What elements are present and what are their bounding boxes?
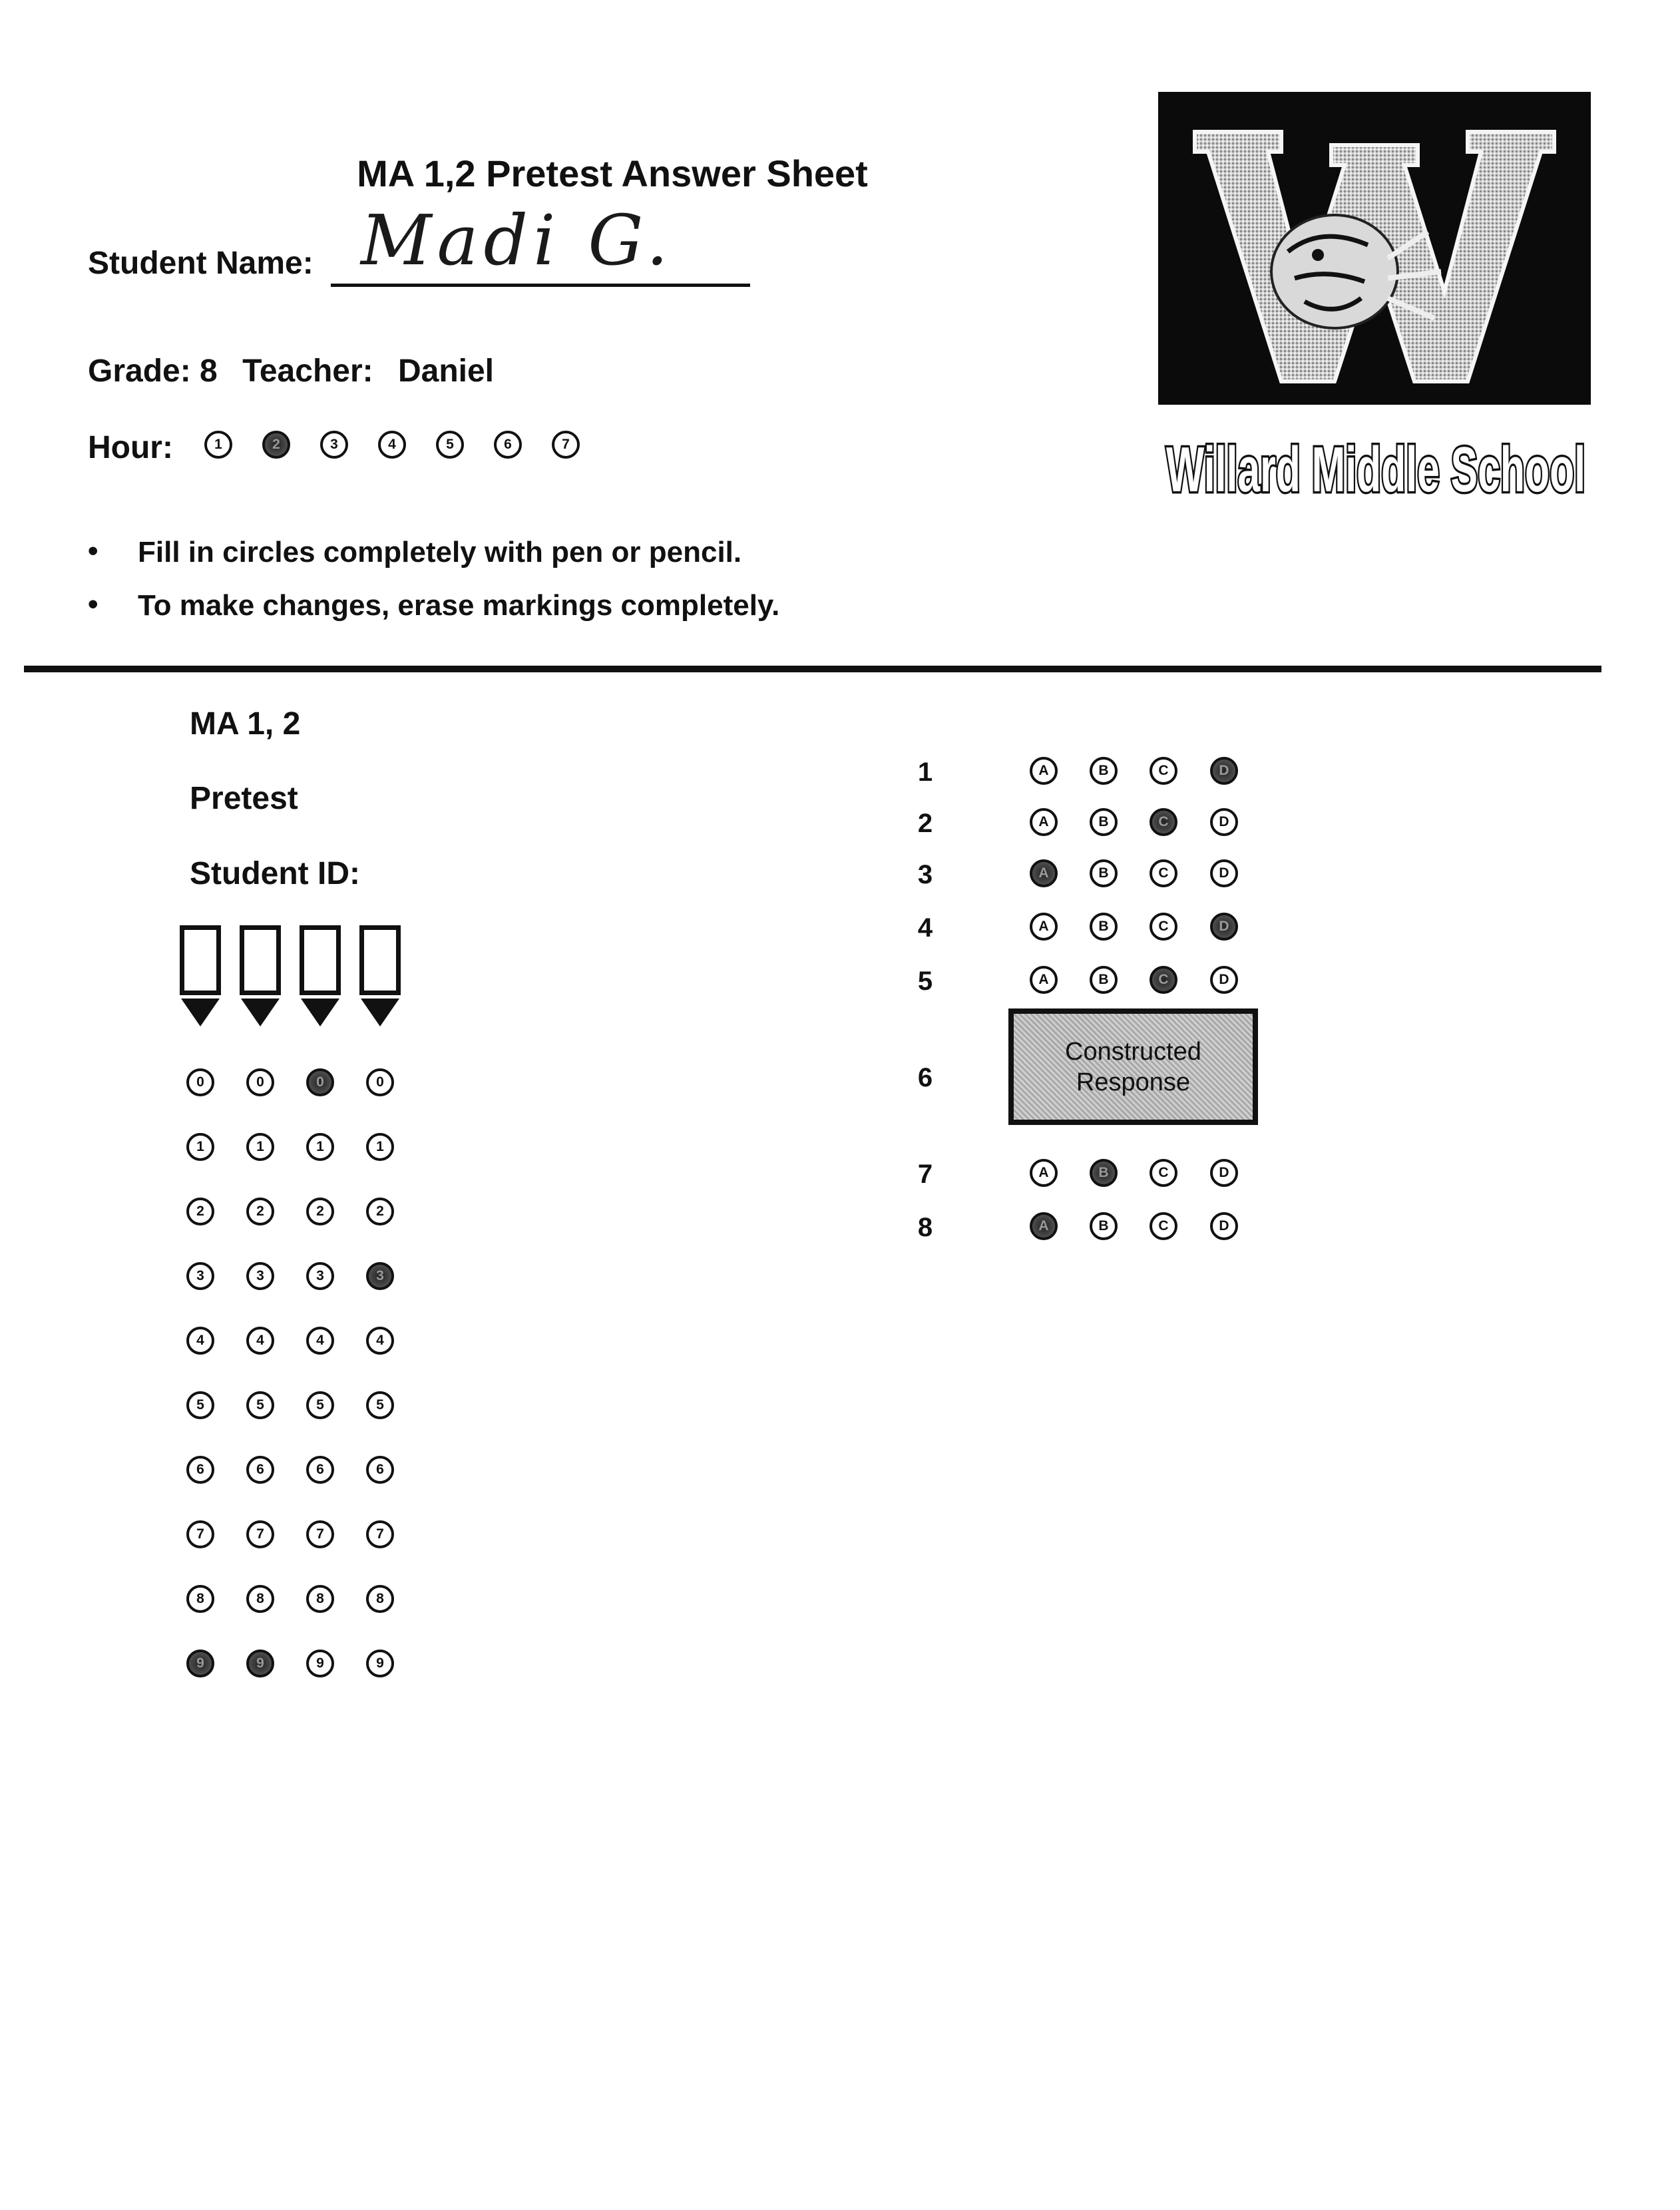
question-5-option-A[interactable]: A	[1030, 966, 1058, 994]
hour-bubble-4[interactable]: 4	[378, 431, 406, 459]
question-number: 3	[917, 860, 933, 889]
hour-bubble-7[interactable]: 7	[552, 431, 580, 459]
student-id-bubble-2-1[interactable]: 1	[246, 1133, 274, 1161]
student-name-label: Student Name:	[88, 246, 314, 281]
question-7-option-D[interactable]: D	[1210, 1159, 1238, 1187]
test-type: Pretest	[190, 781, 298, 816]
student-id-bubble-4-6[interactable]: 6	[366, 1456, 394, 1484]
question-4-option-D[interactable]: D	[1210, 913, 1238, 941]
student-name-line	[331, 284, 750, 287]
student-id-bubble-1-9[interactable]: 9	[186, 1650, 214, 1677]
question-3-option-C[interactable]: C	[1150, 859, 1177, 887]
question-number: 1	[917, 758, 933, 787]
student-id-bubble-3-0[interactable]: 0	[306, 1068, 334, 1096]
student-id-bubble-1-2[interactable]: 2	[186, 1198, 214, 1225]
down-arrow-icon	[301, 998, 339, 1026]
student-id-bubble-4-1[interactable]: 1	[366, 1133, 394, 1161]
question-3-option-D[interactable]: D	[1210, 859, 1238, 887]
student-id-bubble-1-5[interactable]: 5	[186, 1391, 214, 1419]
constructed-response-word: Response	[1076, 1068, 1191, 1096]
constructed-response-label	[1065, 1036, 1201, 1098]
teacher-label: Teacher:	[242, 353, 373, 389]
student-id-bubble-4-4[interactable]: 4	[366, 1327, 394, 1355]
student-id-digit-box[interactable]	[300, 925, 341, 995]
student-id-label: Student ID:	[190, 856, 360, 891]
question-3-option-A[interactable]: A	[1030, 859, 1058, 887]
hour-bubble-5[interactable]: 5	[436, 431, 464, 459]
question-number: 8	[917, 1213, 933, 1242]
hour-bubble-3[interactable]: 3	[320, 431, 348, 459]
grade-label: Grade: 8	[88, 353, 218, 389]
student-id-bubble-2-6[interactable]: 6	[246, 1456, 274, 1484]
question-4-option-C[interactable]: C	[1150, 913, 1177, 941]
student-id-digit-box[interactable]	[240, 925, 281, 995]
student-id-bubble-3-5[interactable]: 5	[306, 1391, 334, 1419]
hour-bubble-1[interactable]: 1	[204, 431, 232, 459]
student-id-bubble-2-3[interactable]: 3	[246, 1262, 274, 1290]
question-3-option-B[interactable]: B	[1090, 859, 1118, 887]
student-id-bubble-3-3[interactable]: 3	[306, 1262, 334, 1290]
student-id-bubble-2-9[interactable]: 9	[246, 1650, 274, 1677]
student-id-bubble-2-4[interactable]: 4	[246, 1327, 274, 1355]
instruction-item: • To make changes, erase markings completely.	[88, 589, 779, 622]
school-logo	[1158, 92, 1591, 405]
student-id-bubble-4-8[interactable]: 8	[366, 1585, 394, 1613]
question-1-option-D[interactable]: D	[1210, 757, 1238, 785]
student-id-bubble-4-7[interactable]: 7	[366, 1520, 394, 1548]
student-id-bubble-4-2[interactable]: 2	[366, 1198, 394, 1225]
student-id-digit-box[interactable]	[180, 925, 221, 995]
question-7-option-A[interactable]: A	[1030, 1159, 1058, 1187]
student-id-bubble-3-2[interactable]: 2	[306, 1198, 334, 1225]
hour-label: Hour:	[88, 430, 173, 465]
question-7-option-B[interactable]: B	[1090, 1159, 1118, 1187]
student-id-bubble-1-4[interactable]: 4	[186, 1327, 214, 1355]
student-id-bubble-2-7[interactable]: 7	[246, 1520, 274, 1548]
student-name-value[interactable]: Madi G.	[361, 200, 674, 281]
instruction-item: • Fill in circles completely with pen or pencil.	[88, 536, 779, 569]
instructions-list	[88, 536, 779, 642]
school-name-text: Willard Middle School	[1166, 434, 1585, 505]
grade-teacher-row	[88, 353, 510, 389]
question-2-option-A[interactable]: A	[1030, 808, 1058, 836]
question-7-option-C[interactable]: C	[1150, 1159, 1177, 1187]
question-number: 7	[917, 1160, 933, 1189]
student-id-bubble-2-2[interactable]: 2	[246, 1198, 274, 1225]
question-1-option-A[interactable]: A	[1030, 757, 1058, 785]
student-id-bubble-3-1[interactable]: 1	[306, 1133, 334, 1161]
question-8-option-C[interactable]: C	[1150, 1212, 1177, 1240]
constructed-response-box[interactable]	[1008, 1008, 1258, 1125]
student-id-bubble-2-8[interactable]: 8	[246, 1585, 274, 1613]
section-divider	[24, 666, 1601, 672]
hour-bubble-2[interactable]: 2	[262, 431, 290, 459]
teacher-value: Daniel	[397, 353, 495, 389]
question-8-option-A[interactable]: A	[1030, 1212, 1058, 1240]
test-name: MA 1, 2	[190, 706, 301, 742]
student-id-bubble-1-6[interactable]: 6	[186, 1456, 214, 1484]
student-id-bubble-3-8[interactable]: 8	[306, 1585, 334, 1613]
question-5-option-B[interactable]: B	[1090, 966, 1118, 994]
student-id-bubble-3-6[interactable]: 6	[306, 1456, 334, 1484]
question-8-option-B[interactable]: B	[1090, 1212, 1118, 1240]
down-arrow-icon	[241, 998, 280, 1026]
student-id-bubble-1-7[interactable]: 7	[186, 1520, 214, 1548]
tiger-w-logo-icon	[1188, 118, 1561, 391]
student-id-bubble-4-3[interactable]: 3	[366, 1262, 394, 1290]
question-8-option-D[interactable]: D	[1210, 1212, 1238, 1240]
student-id-bubble-3-7[interactable]: 7	[306, 1520, 334, 1548]
student-id-bubble-4-9[interactable]: 9	[366, 1650, 394, 1677]
question-2-option-B[interactable]: B	[1090, 808, 1118, 836]
question-number: 4	[917, 913, 933, 943]
question-2-option-D[interactable]: D	[1210, 808, 1238, 836]
student-id-bubble-1-0[interactable]: 0	[186, 1068, 214, 1096]
constructed-response-word: Constructed	[1065, 1037, 1201, 1066]
question-4-option-B[interactable]: B	[1090, 913, 1118, 941]
down-arrow-icon	[361, 998, 399, 1026]
question-1-option-C[interactable]: C	[1150, 757, 1177, 785]
student-id-bubble-1-8[interactable]: 8	[186, 1585, 214, 1613]
question-number: 6	[917, 1063, 933, 1092]
student-id-bubble-3-9[interactable]: 9	[306, 1650, 334, 1677]
page-title: MA 1,2 Pretest Answer Sheet	[357, 152, 868, 194]
question-number: 2	[917, 809, 933, 838]
student-id-bubble-4-0[interactable]: 0	[366, 1068, 394, 1096]
down-arrow-icon	[181, 998, 220, 1026]
student-id-digit-box[interactable]	[359, 925, 401, 995]
student-id-bubble-1-3[interactable]: 3	[186, 1262, 214, 1290]
student-id-bubble-1-1[interactable]: 1	[186, 1133, 214, 1161]
question-2-option-C[interactable]: C	[1150, 808, 1177, 836]
question-1-option-B[interactable]: B	[1090, 757, 1118, 785]
question-5-option-C[interactable]: C	[1150, 966, 1177, 994]
question-number: 5	[917, 967, 933, 996]
school-name-wordmark	[1161, 426, 1591, 509]
student-id-bubble-3-4[interactable]: 4	[306, 1327, 334, 1355]
student-id-bubble-4-5[interactable]: 5	[366, 1391, 394, 1419]
question-5-option-D[interactable]: D	[1210, 966, 1238, 994]
student-id-bubble-2-0[interactable]: 0	[246, 1068, 274, 1096]
question-4-option-A[interactable]: A	[1030, 913, 1058, 941]
student-id-bubble-2-5[interactable]: 5	[246, 1391, 274, 1419]
hour-bubble-6[interactable]: 6	[494, 431, 522, 459]
